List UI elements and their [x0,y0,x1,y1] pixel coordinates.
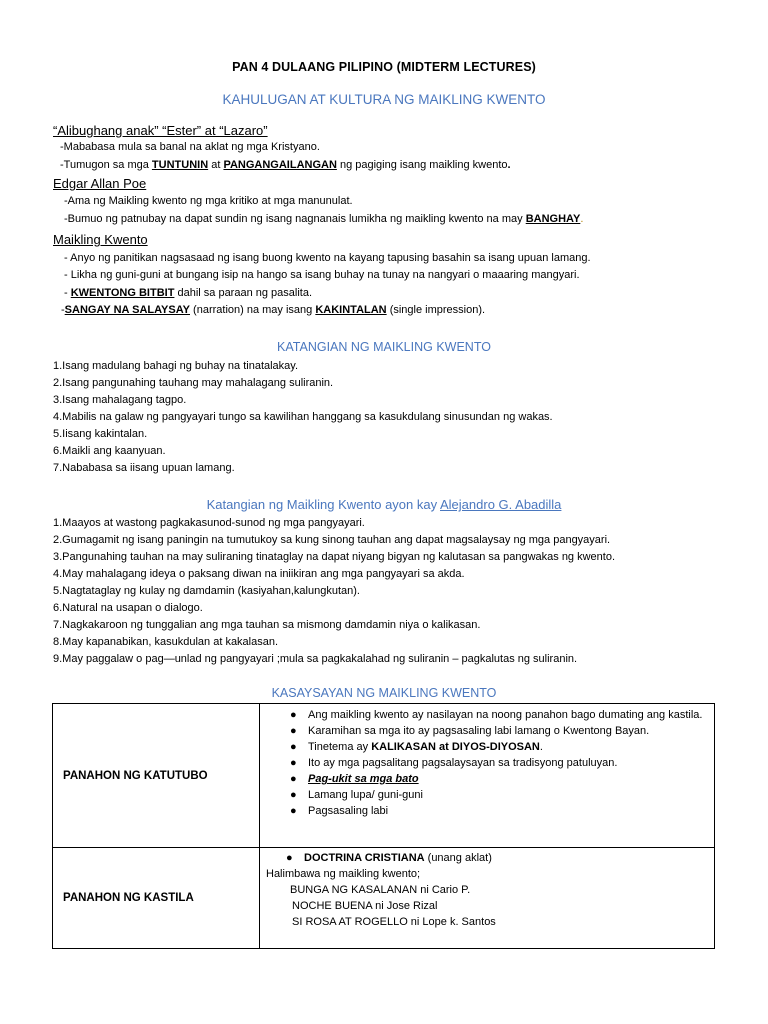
text: Lamang lupa/ guni-guni [308,789,423,801]
abadilla-item: 8.May kapanabikan, kasukdulan at kakalasan. [53,636,279,648]
era-cell: PANAHON NG KATUTUBO [53,704,260,848]
example-item: NOCHE BUENA ni Jose Rizal [292,900,438,912]
s3-line-2: - Likha ng guni-guni at bungang isip na hango sa isang buhay na tunay na nangyari o maaaring mangyari. [64,269,580,281]
history-table [52,703,715,949]
text: Katangian ng Maikling Kwento ayon kay [206,497,440,512]
text: - [64,287,71,299]
examples-block [260,866,714,930]
heading-kasaysayan: KASAYSAYAN NG MAIKLING KWENTO [271,686,497,700]
abadilla-item: 5.Nagtataglay ng kulay ng damdamin (kasiyahan,kalungkutan). [53,585,360,597]
text: dahil sa paraan ng pasalita. [174,287,313,299]
text: (single impression). [386,304,486,316]
list-item [260,723,714,739]
bullet-icon: ● [290,725,297,737]
bullet-icon: ● [286,852,293,864]
list-item [260,739,714,755]
term-kwentong-bitbit: KWENTONG BITBIT [70,287,175,299]
katangian-item: 5.Iisang kakintalan. [53,428,148,440]
table-row [53,848,715,949]
details-cell [260,704,715,848]
abadilla-item: 6.Natural na usapan o dialogo. [53,602,203,614]
term-kakintalan: KAKINTALAN [315,304,387,316]
text: Ang maikling kwento ay nasilayan na noong panahon bago dumating ang kastila. [308,709,703,721]
text: . [507,159,511,171]
list-item [260,707,714,723]
list-item [260,787,714,803]
era-cell: PANAHON NG KASTILA [53,848,260,949]
text: -Bumuo ng patnubay na dapat sundin ng isang nagnanais lumikha ng maikling kwento na may [64,213,526,225]
bullet-icon: ● [290,789,297,801]
abadilla-item: 3.Pangunahing tauhan na may suliraning tinataglay na dapat niyang bigyan ng kalutasan sa pangwakas ng kwento. [53,551,616,563]
term-banghay: BANGHAY [525,213,581,225]
text: (narration) na may isang [190,304,316,316]
s2-line-1: -Ama ng Maikling kwento ng mga kritiko at mga manunulat. [64,195,353,207]
subheading-edgar-allan-poe: Edgar Allan Poe [53,176,147,191]
bullet-icon: ● [290,773,297,785]
heading-katangian: KATANGIAN NG MAIKLING KWENTO [277,340,491,354]
text: Ito ay mga pagsalitang pagsalaysayan sa tradisyong patuluyan. [308,757,618,769]
heading-abadilla [0,497,768,512]
katangian-item: 2.Isang pangunahing tauhang may mahalagang suliranin. [53,377,334,389]
subheading-maikling-kwento: Maikling Kwento [53,232,148,247]
list-item [260,850,714,866]
katangian-item: 4.Mabilis na galaw ng pangyayari tungo sa kawilihan hanggang sa kasukdulang sinusundan ng wakas. [53,411,553,423]
abadilla-item: 7.Nagkakaroon ng tunggalian ang mga tauhan sa mismong damdamin niya o kalikasan. [53,619,481,631]
table-row [53,704,715,848]
text: . [539,741,543,753]
list-item [260,771,714,787]
term-sangay-na-salaysay: SANGAY NA SALAYSAY [64,304,190,316]
document-title: PAN 4 DULAANG PILIPINO (MIDTERM LECTURES) [232,60,536,74]
text: Pagsasaling labi [308,805,389,817]
abadilla-item: 4.May mahalagang ideya o paksang diwan na iniikiran ang mga pangyayari sa akda. [53,568,465,580]
author-name: Alejandro G. Abadilla [440,497,562,512]
details-cell [260,848,715,949]
text: (unang aklat) [424,852,492,864]
s2-line-2 [64,212,583,226]
abadilla-item: 2.Gumagamit ng isang paningin na tumutukoy sa kung sinong tauhan ang dapat magsalaysay ng mga pangyayari. [53,534,611,546]
text: ng pagiging isang maikling kwento [336,159,508,171]
s3-line-4 [61,303,485,317]
bullet-list [260,848,714,866]
example-item: SI ROSA AT ROGELLO ni Lope k. Santos [292,916,496,928]
bullet-list [260,704,714,819]
bullet-icon: ● [290,741,297,753]
text: at [208,159,224,171]
bullet-icon: ● [290,805,297,817]
bullet-icon: ● [290,757,297,769]
s1-line-1: -Mababasa mula sa banal na aklat ng mga Kristyano. [60,141,320,153]
term-tuntunin: TUNTUNIN [151,159,209,171]
katangian-item: 3.Isang mahalagang tagpo. [53,394,187,406]
abadilla-item: 1.Maayos at wastong pagkakasunod-sunod ng mga pangyayari. [53,517,365,529]
text: Pag-ukit sa mga bato [308,773,419,785]
text: Tinetema ay [308,741,372,753]
heading-kahulugan: KAHULUGAN AT KULTURA NG MAIKLING KWENTO [222,92,546,107]
term-doctrina-cristiana: DOCTRINA CRISTIANA [304,852,425,864]
text: - [61,304,65,316]
term-pangangailangan: PANGANGAILANGAN [223,159,337,171]
s3-line-3 [64,286,312,300]
example-item: BUNGA NG KASALANAN ni Cario P. [290,884,471,896]
katangian-item: 6.Maikli ang kaanyuan. [53,445,166,457]
abadilla-item: 9.May paggalaw o pag—unlad ng pangyayari ;mula sa pagkakalahad ng suliranin – pagkalutas ng suliranin. [53,653,578,665]
text: -Tumugon sa mga [60,159,152,171]
list-item [260,803,714,819]
text: Karamihan sa mga ito ay pagsasaling labi lamang o Kwentong Bayan. [308,725,650,737]
subheading-alibughang-anak: “Alibughang anak” “Ester” at “Lazaro” [53,123,268,138]
list-item [260,755,714,771]
bullet-icon: ● [290,709,297,721]
s1-line-2 [60,158,511,172]
s3-line-1: - Anyo ng panitikan nagsasaad ng isang buong kwento na kayang tapusing basahin sa isang upuan lamang. [64,252,591,264]
katangian-item: 7.Nababasa sa iisang upuan lamang. [53,462,235,474]
text: . [580,213,584,225]
examples-label: Halimbawa ng maikling kwento; [266,868,421,880]
term-kalikasan: KALIKASAN at DIYOS-DIYOSAN [371,741,540,753]
katangian-item: 1.Isang madulang bahagi ng buhay na tinatalakay. [53,360,299,372]
